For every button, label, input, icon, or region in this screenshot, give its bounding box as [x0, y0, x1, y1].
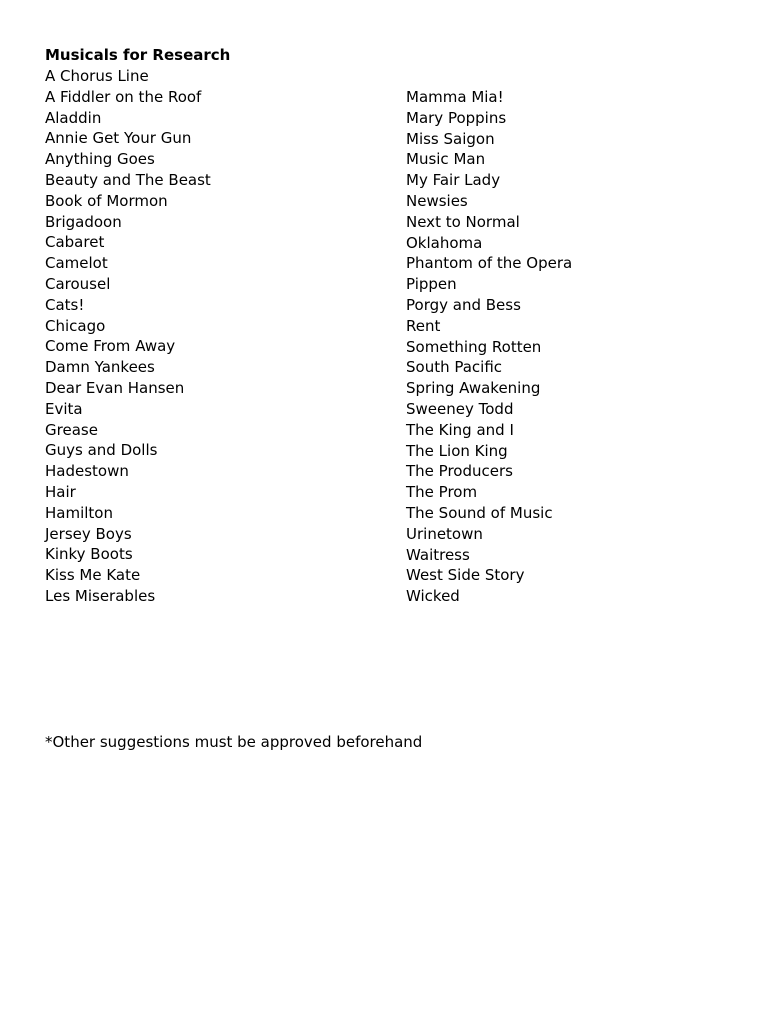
list-item: Pippen — [406, 275, 457, 294]
list-item: Beauty and The Beast — [45, 170, 211, 189]
list-item: West Side Story — [406, 566, 525, 585]
list-item: Music Man — [406, 150, 486, 169]
list-item: The Producers — [406, 462, 513, 481]
list-item: South Pacific — [406, 358, 503, 377]
list-item: Newsies — [406, 191, 468, 210]
list-item: Les Miserables — [45, 586, 156, 605]
list-item: Hair — [45, 482, 76, 501]
list-item: Kiss Me Kate — [45, 566, 141, 585]
list-item: Something Rotten — [406, 337, 542, 356]
list-item: Come From Away — [45, 337, 176, 356]
list-item: Porgy and Bess — [406, 295, 521, 314]
list-item: Spring Awakening — [406, 379, 541, 398]
list-item: Wicked — [406, 587, 460, 606]
list-item: Urinetown — [406, 524, 483, 543]
list-item: My Fair Lady — [406, 171, 501, 190]
list-item: The Lion King — [406, 441, 508, 460]
list-item: A Fiddler on the Roof — [45, 87, 202, 106]
list-item: Waitress — [406, 545, 470, 564]
list-item: Hadestown — [45, 462, 129, 481]
list-item: Brigadoon — [45, 212, 122, 231]
list-item: Chicago — [45, 316, 106, 335]
footnote: *Other suggestions must be approved beforehand — [45, 733, 423, 751]
list-item: Mamma Mia! — [406, 88, 504, 106]
list-item: Mary Poppins — [406, 108, 507, 127]
document-title: Musicals for Research — [45, 46, 231, 64]
list-item: Grease — [45, 420, 98, 439]
musicals-list-right — [406, 87, 572, 607]
list-item: Book of Mormon — [45, 191, 168, 210]
list-item: Cabaret — [45, 233, 105, 252]
list-item: Kinky Boots — [45, 545, 133, 564]
list-item: Phantom of the Opera — [406, 254, 573, 273]
list-item: Guys and Dolls — [45, 441, 158, 460]
list-item: Anything Goes — [45, 150, 155, 169]
list-item: The Prom — [406, 483, 478, 502]
list-item: Sweeney Todd — [406, 399, 514, 418]
list-item: Damn Yankees — [45, 358, 155, 377]
list-item: The King and I — [406, 420, 514, 439]
musicals-list-left — [45, 66, 211, 607]
list-item: Oklahoma — [406, 233, 483, 252]
list-item: A Chorus Line — [45, 67, 149, 85]
list-item: Camelot — [45, 254, 108, 273]
list-item: The Sound of Music — [406, 503, 553, 522]
list-item: Evita — [45, 399, 83, 418]
list-item: Jersey Boys — [45, 524, 132, 543]
list-item: Carousel — [45, 274, 111, 293]
list-item: Annie Get Your Gun — [45, 129, 192, 148]
list-item: Dear Evan Hansen — [45, 378, 185, 397]
list-item: Hamilton — [45, 503, 113, 522]
list-item: Miss Saigon — [406, 129, 495, 148]
list-item: Rent — [406, 316, 441, 335]
list-item: Next to Normal — [406, 212, 520, 231]
list-item: Cats! — [45, 295, 85, 314]
list-item: Aladdin — [45, 108, 102, 127]
